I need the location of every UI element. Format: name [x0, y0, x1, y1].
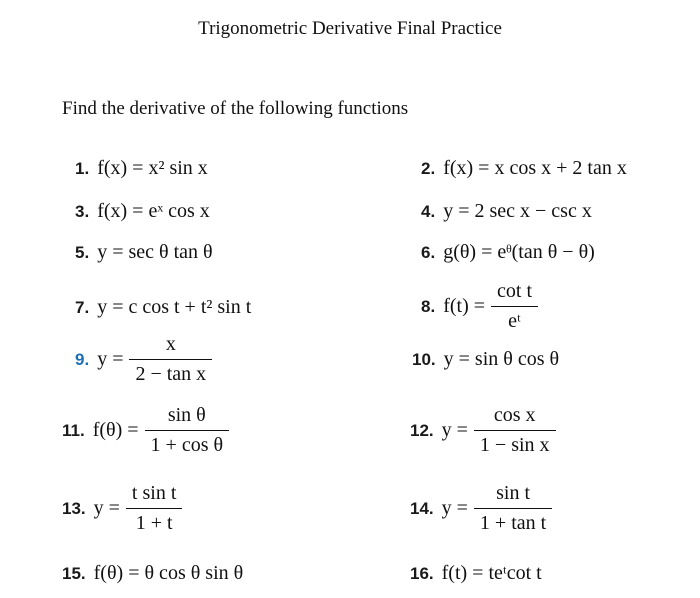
numerator: cos x [493, 404, 536, 426]
problem-8 [421, 280, 538, 333]
problem-14 [410, 482, 552, 535]
numerator: t sin t [131, 482, 177, 504]
problem-2 [421, 157, 627, 180]
problem-number: 16. [410, 563, 434, 583]
denominator: 2 − tan x [135, 363, 207, 385]
problem-11 [62, 404, 229, 457]
problem-number: 10. [412, 349, 436, 369]
instructions: Find the derivative of the following functions [62, 98, 409, 119]
problem-12 [410, 404, 556, 457]
problem-number: 7. [75, 297, 90, 317]
problem-lhs: y = [93, 497, 120, 519]
page-title: Trigonometric Derivative Final Practice [198, 18, 502, 39]
problem-number: 12. [410, 420, 434, 440]
problem-3 [75, 200, 210, 223]
problem-lhs: y = [441, 497, 468, 519]
problem-expression: y = c cos t + t² sin t [97, 296, 252, 318]
fraction [474, 404, 556, 457]
problem-lhs: y = [441, 419, 468, 441]
problem-number: 9. [75, 349, 90, 369]
problem-number: 3. [75, 201, 90, 221]
problem-1 [75, 157, 208, 180]
problem-7 [75, 296, 251, 319]
problem-number: 11. [62, 420, 85, 440]
problem-expression: f(x) = x cos x + 2 tan x [443, 157, 627, 179]
numerator: sin t [496, 482, 531, 504]
problem-number: 6. [421, 242, 436, 262]
problem-10 [412, 348, 559, 371]
denominator: 1 + tan t [479, 512, 547, 534]
problem-expression: f(x) = x² sin x [97, 157, 208, 179]
problem-expression: y = sec θ tan θ [97, 241, 213, 263]
problem-15 [62, 562, 243, 585]
problem-expression: f(t) = teᵗcot t [441, 562, 542, 584]
problem-number: 15. [62, 563, 86, 583]
problem-9 [75, 333, 212, 386]
problem-13 [62, 482, 182, 535]
problem-expression: f(x) = eˣ cos x [97, 200, 210, 222]
problem-16 [410, 562, 542, 585]
numerator: cot t [497, 280, 533, 302]
problem-number: 2. [421, 158, 436, 178]
fraction [126, 482, 182, 535]
denominator: 1 + t [135, 512, 173, 534]
problem-lhs: f(θ) = [92, 419, 139, 441]
problem-5 [75, 241, 213, 264]
problem-expression: f(θ) = θ cos θ sin θ [93, 562, 244, 584]
numerator: sin θ [167, 404, 206, 426]
problem-lhs: y = [97, 348, 124, 370]
problem-expression: g(θ) = eᶿ(tan θ − θ) [443, 241, 595, 263]
problem-number: 8. [421, 296, 436, 316]
problem-expression: y = 2 sec x − csc x [443, 200, 592, 222]
fraction [491, 280, 538, 333]
denominator: 1 + cos θ [150, 434, 224, 456]
fraction [145, 404, 230, 457]
denominator: eᵗ [508, 310, 521, 332]
problem-number: 1. [75, 158, 90, 178]
problem-number: 5. [75, 242, 90, 262]
problem-expression: y = sin θ cos θ [443, 348, 560, 370]
fraction [474, 482, 552, 535]
problem-number: 13. [62, 498, 86, 518]
fraction [129, 333, 212, 386]
problem-6 [421, 241, 595, 264]
numerator: x [165, 333, 176, 355]
problem-number: 4. [421, 201, 436, 221]
denominator: 1 − sin x [479, 434, 550, 456]
problem-number: 14. [410, 498, 434, 518]
problem-lhs: f(t) = [443, 295, 486, 317]
problem-4 [421, 200, 592, 223]
